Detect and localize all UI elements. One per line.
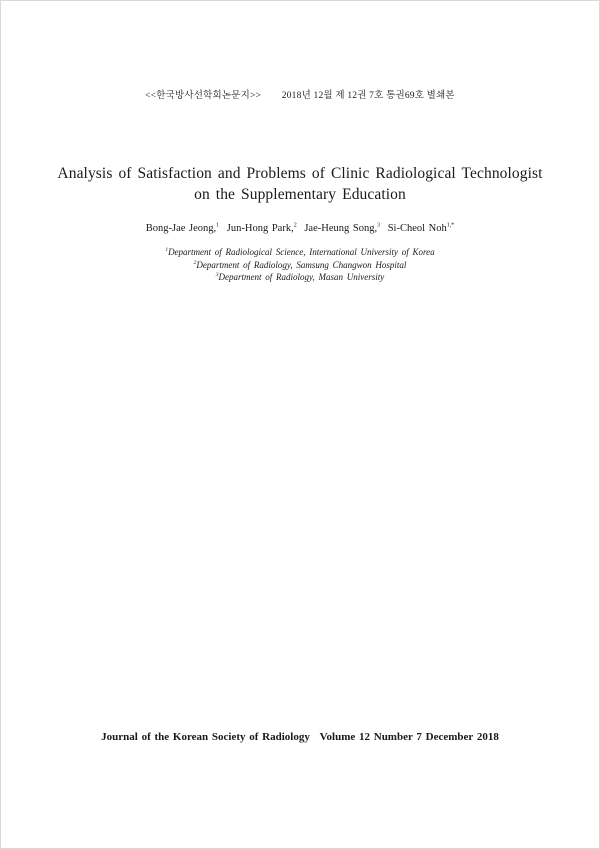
journal-name-korean: <<한국방사선학회논문지>> <box>145 91 262 101</box>
footer-journal-name: Journal of the Korean Society of Radiology <box>101 731 310 743</box>
affiliation-2 <box>0 259 600 272</box>
footer-volume-info: Volume 12 Number 7 December 2018 <box>319 731 499 743</box>
affiliation-1-mark: 1 <box>165 247 169 253</box>
author-1-affil-mark: 1 <box>216 222 220 229</box>
affiliation-list <box>0 246 600 284</box>
author-3 <box>304 223 380 234</box>
reprint-header <box>0 87 600 101</box>
title-line-1: Analysis of Satisfaction and Problems of Clinic Radiological Technologist <box>57 165 543 182</box>
author-4-affil-mark: 1,* <box>446 222 455 229</box>
author-1 <box>146 223 219 234</box>
author-4-name: Si-Cheol Noh <box>387 223 447 234</box>
author-3-name: Jae-Heung Song, <box>304 223 378 234</box>
author-2 <box>227 223 297 234</box>
author-3-affil-mark: 3 <box>377 222 381 229</box>
affiliation-3 <box>0 271 600 284</box>
affiliation-3-mark: 3 <box>215 272 219 278</box>
journal-footer <box>0 731 600 743</box>
author-2-name: Jun-Hong Park, <box>226 223 294 234</box>
issue-info: 2018년 12월 제 12권 7호 통권69호 별쇄본 <box>281 91 455 101</box>
affiliation-3-text: Department of Radiology, Masan University <box>218 272 385 282</box>
author-4 <box>388 223 455 234</box>
affiliation-2-mark: 2 <box>193 259 197 266</box>
paper-title <box>0 163 600 205</box>
author-1-name: Bong-Jae Jeong, <box>145 223 217 234</box>
title-line-2: on the Supplementary Education <box>194 186 406 203</box>
author-list <box>0 223 600 234</box>
affiliation-1-text: Department of Radiological Science, International University of Korea <box>168 247 435 257</box>
affiliation-2-text: Department of Radiology, Samsung Changwon Hospital <box>196 259 407 270</box>
author-2-affil-mark: 2 <box>293 222 297 229</box>
affiliation-1 <box>0 246 600 259</box>
